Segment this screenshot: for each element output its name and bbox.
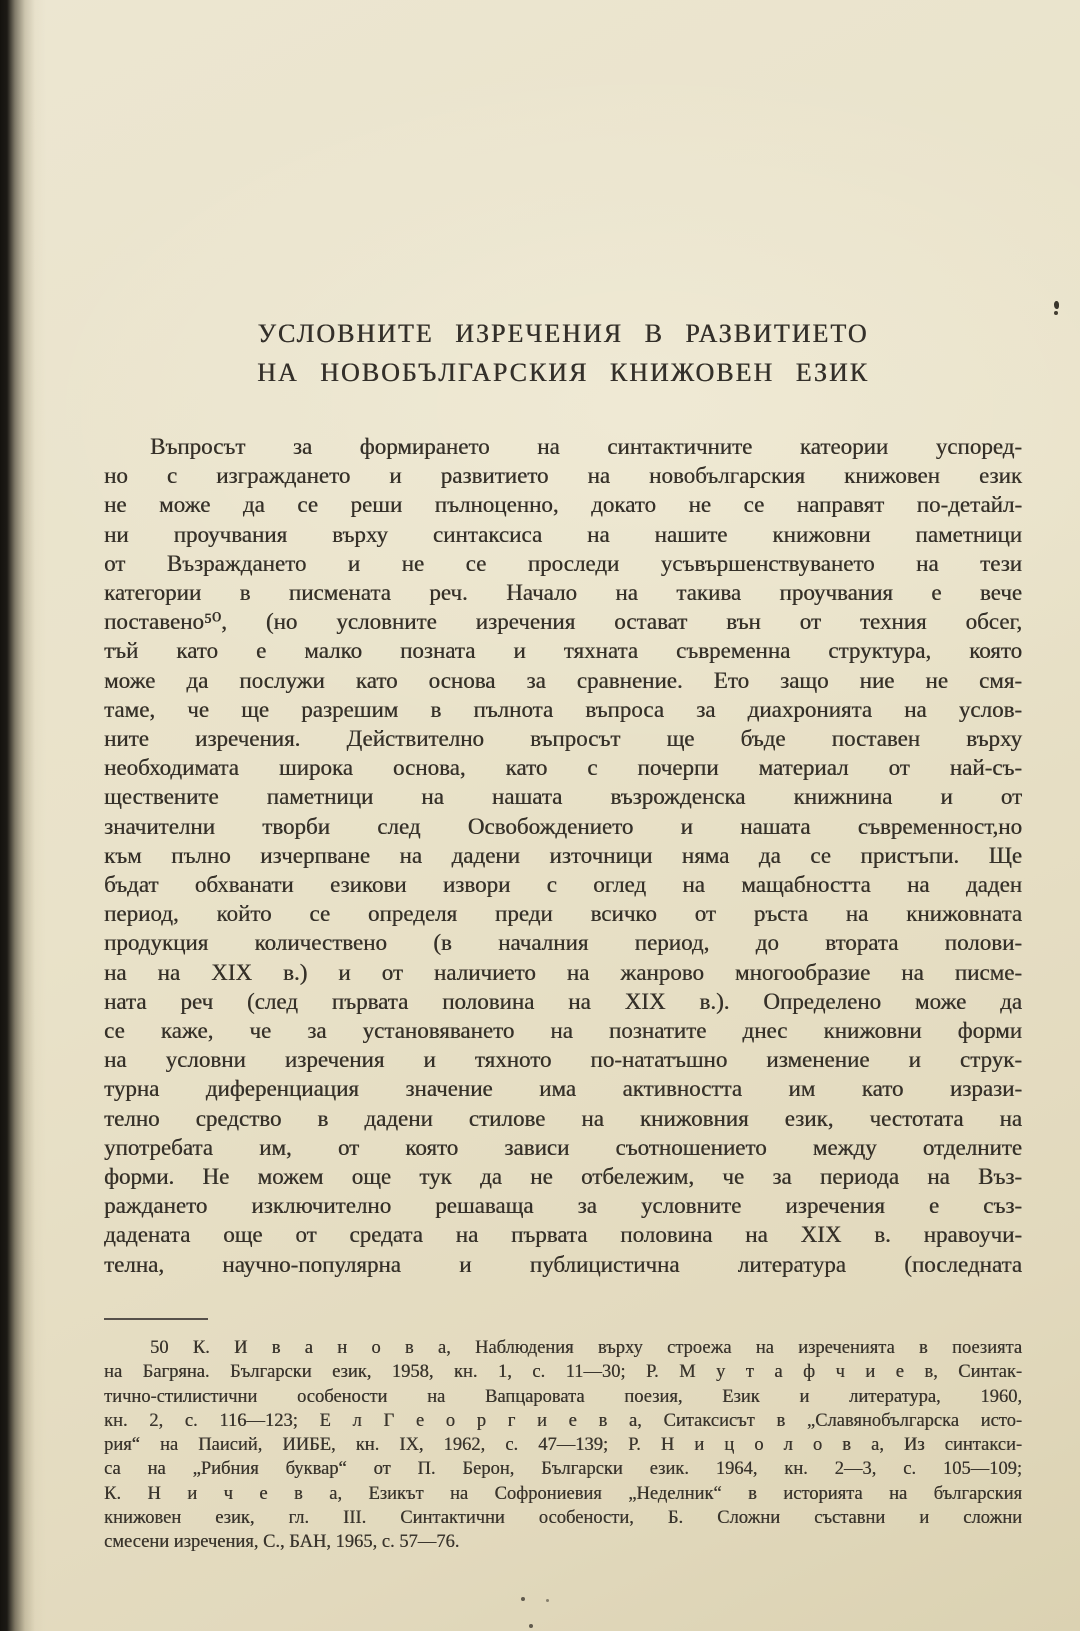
body-line: тъй като е малко позната и тяхната съвременна структура, която bbox=[104, 638, 1022, 664]
ink-mark bbox=[1054, 301, 1059, 309]
body-line: от Възраждането и не се проследи усъвършенствуването на тези bbox=[104, 550, 1022, 576]
footnote-line: кн. 2, с. 116—123; Е л Г е о р г и е в а, Ситаксисът в „Славянобългарска исто- bbox=[104, 1410, 1022, 1431]
body-line: раждането изключително решаваща за условните изречения е съз- bbox=[104, 1193, 1022, 1219]
body-line: не може да се реши пълноценно, докато не се направят по-детайл- bbox=[104, 492, 1022, 518]
body-line: поставено⁵⁰, (но условните изречения остават вън от техния обсег, bbox=[104, 609, 1022, 635]
body-line: категории в писмената реч. Начало на такива проучвания е вече bbox=[104, 580, 1022, 606]
body-line: ната реч (след първата половина на XIX в.). Определено може да bbox=[104, 988, 1022, 1014]
body-line: телно средство в дадени стилове на книжовния език, честотата на bbox=[104, 1105, 1022, 1131]
ink-speck bbox=[521, 1597, 525, 1601]
body-line: ществените паметници на нашата възрожденска книжнина и от bbox=[104, 784, 1022, 810]
body-line: необходимата широка основа, като с почерпи материал от най-съ- bbox=[104, 755, 1022, 781]
footnote-line: смесени изречения, С., БАН, 1965, с. 57—76. bbox=[104, 1532, 460, 1553]
body-line: ни проучвания върху синтаксиса на нашите книжовни паметници bbox=[104, 521, 1022, 547]
body-line: на на XIX в.) и от наличието на жанрово многообразие на писме- bbox=[104, 959, 1022, 985]
ink-speck bbox=[529, 1624, 533, 1628]
body-line: на условни изречения и тяхното по-нататъшно изменение и струк- bbox=[104, 1047, 1022, 1073]
footnote-line: са на „Рибния буквар“ от П. Берон, Български език. 1964, кн. 2—3, с. 105—109; bbox=[104, 1459, 1022, 1480]
title-line-1: УСЛОВНИТЕ ИЗРЕЧЕНИЯ В РАЗВИТИЕТО bbox=[257, 319, 869, 348]
body-line: но с изграждането и развитието на новобългарския книжовен език bbox=[104, 463, 1022, 489]
body-line: значителни творби след Освобождението и нашата съвременност,но bbox=[104, 813, 1022, 839]
body-line: форми. Не можем още тук да не отбележим, че за периода на Въз- bbox=[104, 1164, 1022, 1190]
body-line: дадената още от средата на първата половина на XIX в. нравоучи- bbox=[104, 1222, 1022, 1248]
body-text bbox=[104, 432, 1022, 1279]
body-line: продукция количествено (в началния период, до втората полови- bbox=[104, 930, 1022, 956]
body-line: се каже, че за установяването на познатите днес книжовни форми bbox=[104, 1018, 1022, 1044]
body-line: турна диференциация значение има активността им като изрази- bbox=[104, 1076, 1022, 1102]
footnote-line: 50 К. И в а н о в а, Наблюдения върху строежа на изреченията в поезията bbox=[150, 1338, 1022, 1358]
footnote-line: книжовен език, гл. III. Синтактични особености, Б. Сложни съставни и сложни bbox=[104, 1508, 1022, 1529]
title-line-2: НА НОВОБЪЛГАРСКИЯ КНИЖОВЕН ЕЗИК bbox=[257, 358, 869, 387]
article-title bbox=[104, 314, 1022, 392]
body-line: ните изречения. Действително въпросът ще бъде поставен върху bbox=[104, 726, 1022, 752]
body-line: таме, че ще разрешим в пълнота въпроса за диахронията на услов- bbox=[104, 696, 1022, 722]
ink-speck bbox=[546, 1599, 549, 1602]
body-line: бъдат обхванати езикови извори с оглед на мащабността на даден bbox=[104, 872, 1022, 898]
body-line: телна, научно-популярна и публицистична литература (последната bbox=[104, 1251, 1022, 1277]
body-line: към пълно изчерпване на дадени източници няма да се пристъпи. Ще bbox=[104, 842, 1022, 868]
body-line: употребата им, от която зависи съотношението между отделните bbox=[104, 1134, 1022, 1160]
footnotes bbox=[104, 1336, 1022, 1555]
body-line: период, който се определя преди всичко от ръста на книжовната bbox=[104, 901, 1022, 927]
footnote-line: К. Н и ч е в а, Езикът на Софрониевия „Неделник“ в историята на българския bbox=[104, 1483, 1022, 1504]
body-line: може да послужи като основа за сравнение. Ето защо ние не смя- bbox=[104, 667, 1022, 693]
footnote-line: на Багряна. Български език, 1958, кн. 1, с. 11—30; Р. М у т а ф ч и е в, Синтак- bbox=[104, 1362, 1022, 1383]
footnote-line: тично-стилистични особености на Вапцаровата поезия, Език и литература, 1960, bbox=[104, 1386, 1022, 1407]
footnote-divider bbox=[104, 1318, 208, 1320]
footnote-line: рия“ на Паисий, ИИБЕ, кн. IX, 1962, с. 47—139; Р. Н и ц о л о в а, Из синтакси- bbox=[104, 1435, 1022, 1456]
binding-shadow bbox=[0, 0, 46, 1631]
body-line: Въпросът за формирането на синтактичните катеории успоред- bbox=[150, 434, 1022, 459]
